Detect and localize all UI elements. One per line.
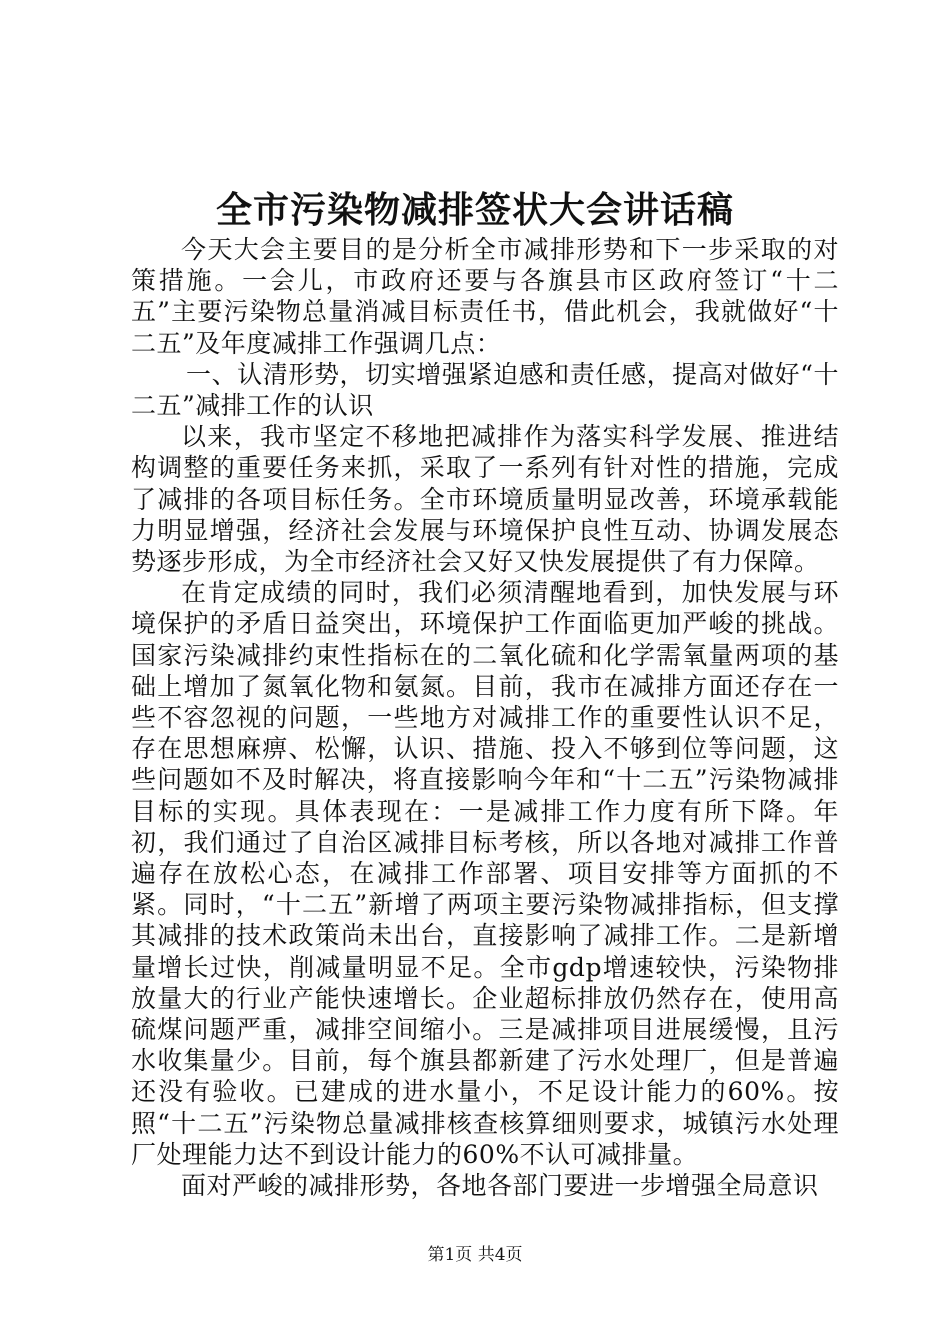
paragraph-intro: 今天大会主要目的是分析全市减排形势和下一步采取的对策措施。一会儿，市政府还要与各旗县市区政府签订“十二五”主要污染物总量消减目标责任书，借此机会，我就做好“十二五”及年度减排工作强调几点： bbox=[131, 235, 839, 358]
document-title: 全市污染物减排签状大会讲话稿 bbox=[215, 189, 734, 231]
page-number-footer: 第1页 共4页 bbox=[427, 1245, 523, 1265]
paragraph-problems: 在肯定成绩的同时，我们必须清醒地看到，加快发展与环境保护的矛盾日益突出，环境保护工作面临更加严峻的挑战。国家污染减排约束性指标在的二氧化硫和化学需氧量两项的基础上增加了氮氧化物和氨氮。目前，我市在减排方面还存在一些不容忽视的问题，一些地方对减排工作的重要性认识不足，存在思想麻痹、松懈，认识、措施、投入不够到位等问题，这些问题如不及时解决，将直接影响今年和“十二五”污染物减排目标的实现。具体表现在：一是减排工作力度有所下降。年初，我们通过了自治区减排目标考核，所以各地对减排工作普遍存在放松心态，在减排工作部署、项目安排等方面抓的不紧。同时，“十二五”新增了两项主要污染物减排指标，但支撑其减排的技术政策尚未出台，直接影响了减排工作。二是新增量增长过快，削减量明显不足。全市gdp增速较快，污染物排放量大的行业产能快速增长。企业超标排放仍然存在，使用高硫煤问题严重，减排空间缩小。三是减排项目进展缓慢，且污水收集量少。目前，每个旗县都新建了污水处理厂，但是普遍还没有验收。已建成的进水量小，不足设计能力的60%。按照“十二五”污染物总量减排核查核算细则要求，城镇污水处理厂处理能力达不到设计能力的60%不认可减排量。 bbox=[131, 578, 839, 1169]
section-heading-1: 一、认清形势，切实增强紧迫感和责任感，提高对做好“十二五”减排工作的认识 bbox=[131, 359, 839, 421]
document-body bbox=[131, 234, 839, 1201]
paragraph-achievements: 以来，我市坚定不移地把减排作为落实科学发展、推进结构调整的重要任务来抓，采取了一系列有针对性的措施，完成了减排的各项目标任务。全市环境质量明显改善，环境承载能力明显增强，经济社会发展与环境保护良性互动、协调发展态势逐步形成，为全市经济社会又好又快发展提供了有力保障。 bbox=[131, 422, 839, 577]
paragraph-continuation: 面对严峻的减排形势，各地各部门要进一步增强全局意识 bbox=[181, 1171, 819, 1201]
